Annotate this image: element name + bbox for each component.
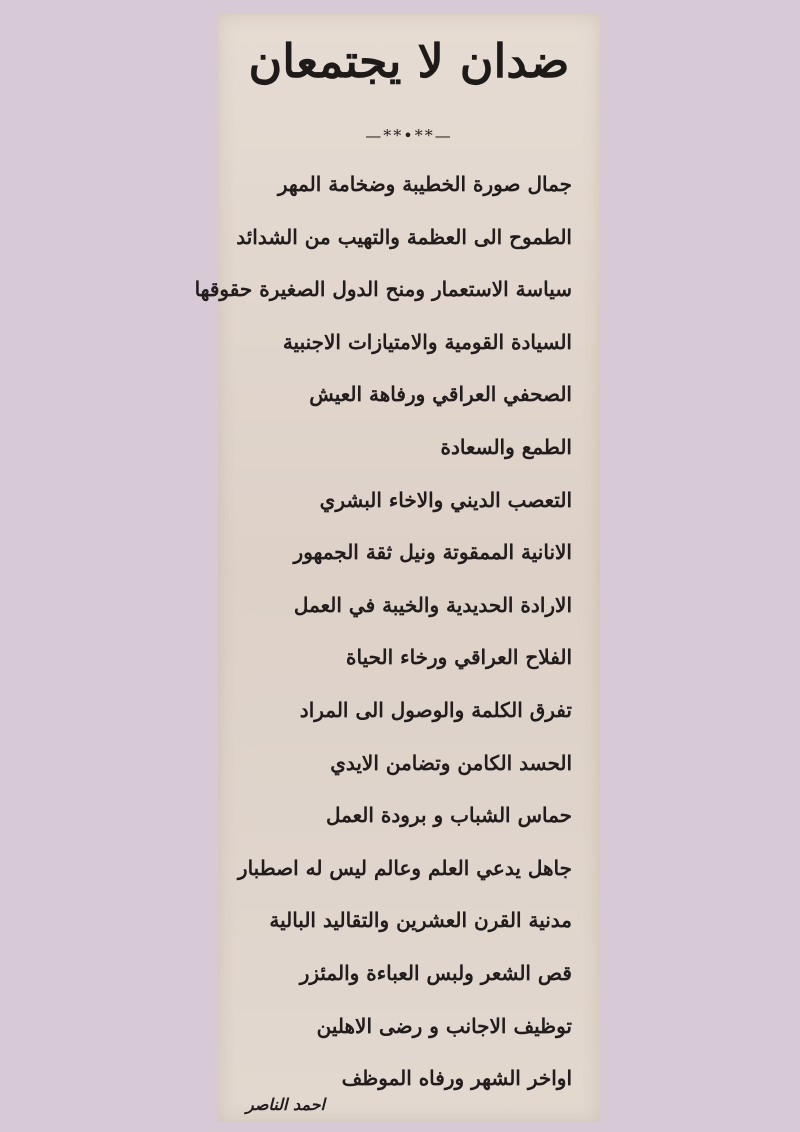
title-ornament: —**•**— xyxy=(365,126,453,145)
list-item: اواخر الشهر ورفاه الموظف xyxy=(341,1066,572,1091)
page-title: ضدان لا يجتمعان xyxy=(248,34,570,88)
list-item: الفلاح العراقي ورخاء الحياة xyxy=(346,645,572,670)
newspaper-clipping xyxy=(194,14,600,1122)
list-item: السيادة القومية والامتيازات الاجنبية xyxy=(282,329,572,354)
list-item: جاهل يدعي العلم وعالم ليس له اصطبار xyxy=(237,855,572,880)
line-list xyxy=(194,164,572,1111)
list-item: الطموح الى العظمة والتهيب من الشدائد xyxy=(236,224,572,249)
list-item: جمال صورة الخطيبة وضخامة المهر xyxy=(277,172,572,196)
list-item: تفرق الكلمة والوصول الى المراد xyxy=(299,697,572,722)
list-item: توظيف الاجانب و رضى الاهلين xyxy=(316,1013,572,1038)
list-item: حماس الشباب و برودة العمل xyxy=(325,803,572,828)
list-item: التعصب الديني والاخاء البشري xyxy=(319,487,572,512)
list-item: الانانية الممقوتة ونيل ثقة الجمهور xyxy=(293,540,572,565)
list-item: الطمع والسعادة xyxy=(440,434,572,459)
list-item: قص الشعر ولبس العباءة والمئزر xyxy=(299,960,572,985)
list-item: الارادة الحديدية والخيبة في العمل xyxy=(293,592,572,617)
author-signature: احمد الناصر xyxy=(246,1095,325,1114)
list-item: مدنية القرن العشرين والتقاليد البالية xyxy=(269,908,572,933)
list-item: سياسة الاستعمار ومنح الدول الصغيرة حقوقها xyxy=(194,277,572,302)
list-item: الصحفي العراقي ورفاهة العيش xyxy=(309,382,572,407)
list-item: الحسد الكامن وتضامن الايدي xyxy=(330,750,572,775)
